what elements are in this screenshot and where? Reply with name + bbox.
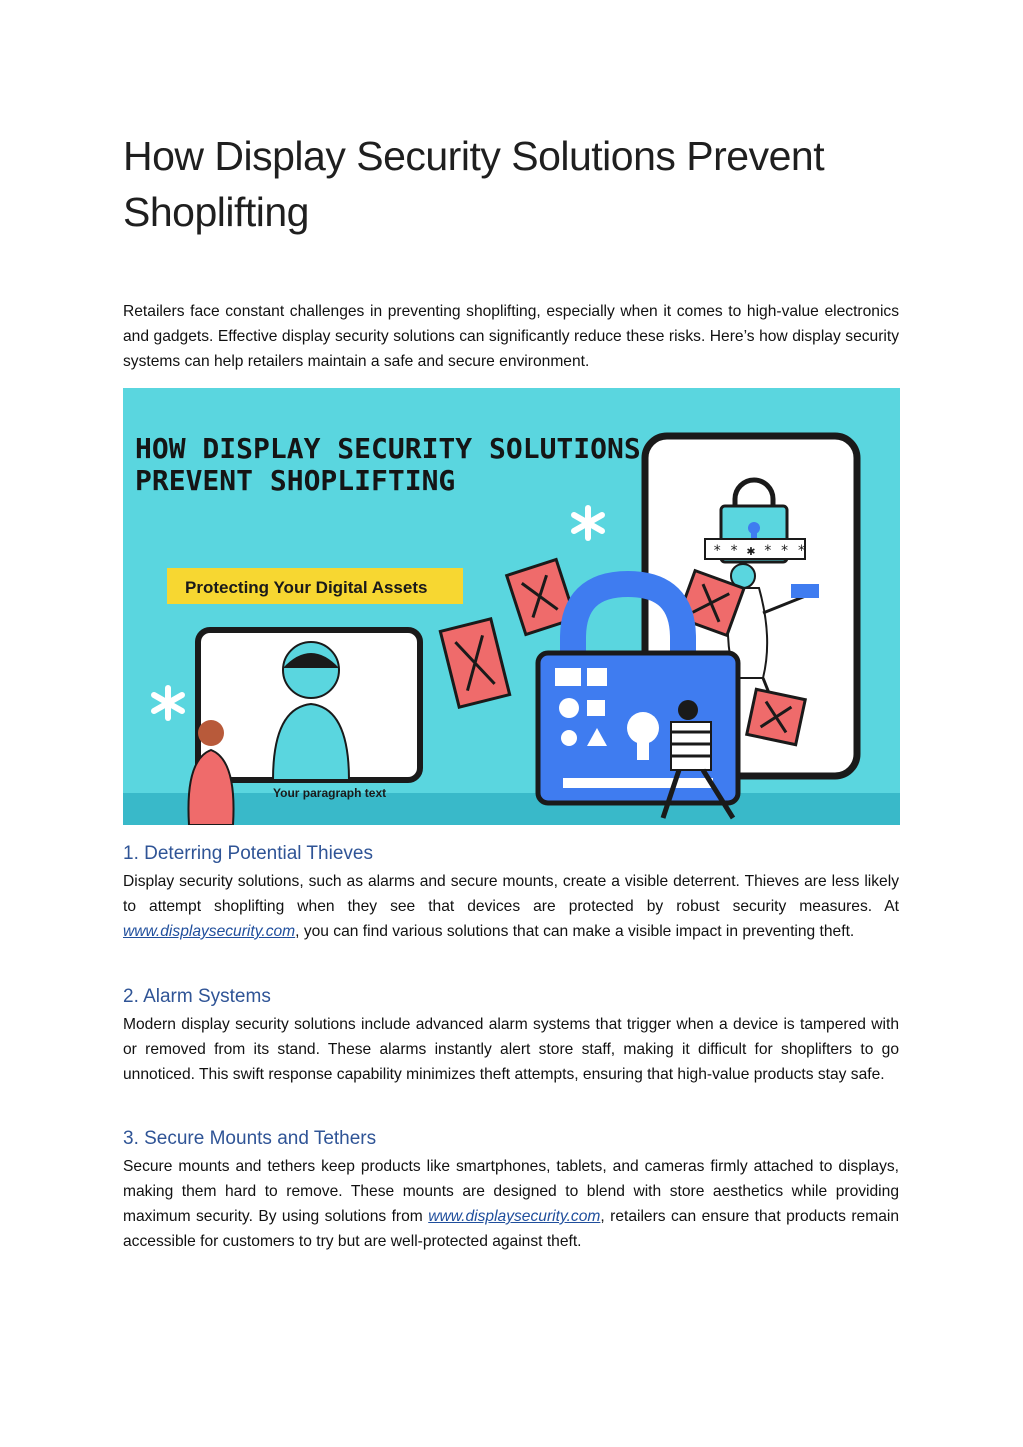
section-heading-mounts: 3. Secure Mounts and Tethers: [123, 1128, 377, 1149]
warning-card-icon: [747, 689, 805, 744]
banner-title-line2: PREVENT SHOPLIFTING: [135, 464, 456, 497]
section-paragraph-mounts: [123, 1154, 899, 1254]
displaysecurity-link[interactable]: www.displaysecurity.com: [428, 1208, 601, 1225]
section-text: , you can find various solutions that can make a visible impact in preventing theft.: [295, 923, 855, 940]
banner-title-line1: HOW DISPLAY SECURITY SOLUTIONS: [135, 432, 641, 465]
banner-caption: Your paragraph text: [273, 786, 387, 800]
section-paragraph-deterring: [123, 869, 899, 944]
monitor-illustration: [198, 630, 420, 800]
section-paragraph-alarm: Modern display security solutions include advanced alarm systems that trigger when a device is tampered with or removed from its stand. These alarms instantly alert store staff, making it difficult for shoplifters to go unnoticed. This swift response capability minimizes theft attempts, ensuring that high-value products stay safe.: [123, 1016, 899, 1083]
section-text: Secure mounts and tethers keep products like smartphones, tablets, and cameras firmly attached to displays, making them hard to remove. These mounts are designed to blend with store aesthetics while providing maximum security. By using solutions from: [123, 1158, 899, 1225]
displaysecurity-link[interactable]: www.displaysecurity.com: [123, 923, 296, 940]
section-heading-deterring: 1. Deterring Potential Thieves: [123, 843, 373, 864]
tablet-illustration: [538, 653, 738, 818]
banner-badge-label: Protecting Your Digital Assets: [185, 578, 428, 597]
section-heading-alarm: 2. Alarm Systems: [123, 986, 271, 1007]
section-text: , retailers can ensure that products remain accessible for customers to try but are well-protected against theft.: [123, 1208, 899, 1250]
intro-paragraph: Retailers face constant challenges in preventing shoplifting, especially when it comes to high-value electronics and gadgets. Effective display security solutions can significantly reduce these risks. Here’s how display security systems can help retailers maintain a safe and secure environment.: [123, 303, 899, 370]
section-text: Display security solutions, such as alarms and secure mounts, create a visible deterrent. Thieves are less likely to attempt shoplifting when they see that devices are protected by robust security measures. At: [123, 873, 899, 915]
password-field-text: * * ✱ * * *: [713, 543, 806, 559]
banner-image: [123, 388, 900, 825]
page-title: How Display Security Solutions Prevent Shoplifting: [123, 133, 825, 235]
